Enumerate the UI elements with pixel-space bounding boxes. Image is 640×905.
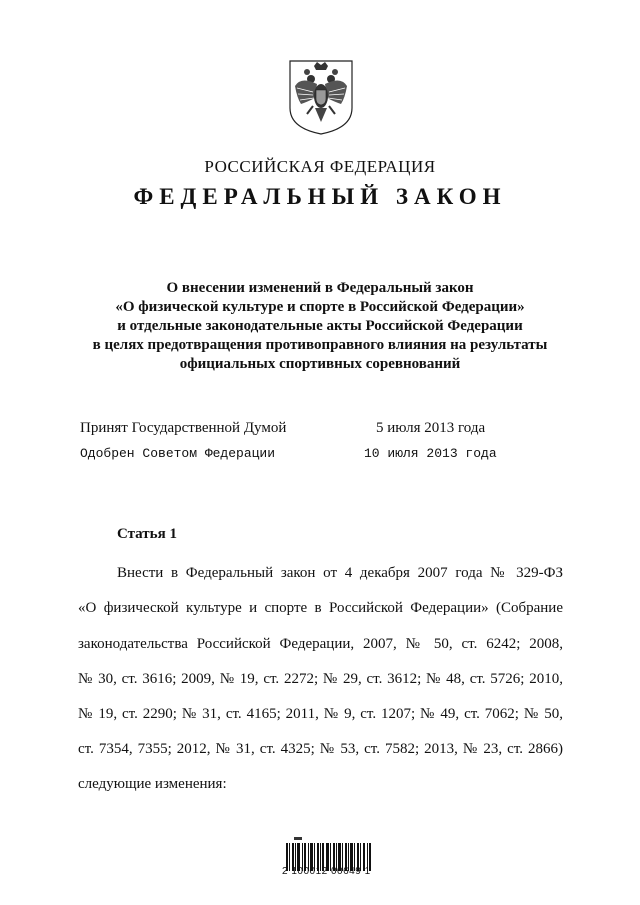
title-line: официальных спортивных соревнований bbox=[179, 356, 461, 372]
article-line: № 19, ст. 2290; № 31, ст. 4165; 2011, № 9, ст. 1207; № 49, ст. 7062; № 50, bbox=[78, 706, 563, 722]
duma-adoption-label: Принят Государственной Думой bbox=[80, 420, 287, 436]
barcode-number: 2 100012 00649 1 bbox=[282, 866, 371, 877]
coat-of-arms-emblem bbox=[287, 58, 355, 136]
article-heading: Статья 1 bbox=[117, 526, 177, 542]
article-line: «О физической культуре и спорте в Российской Федерации» (Собрание bbox=[78, 600, 563, 616]
council-approval-label: Одобрен Советом Федерации bbox=[80, 446, 276, 461]
title-line: и отдельные законодательные акты Российской Федерации bbox=[117, 318, 523, 334]
article-line: Внести в Федеральный закон от 4 декабря 2007 года № 329-ФЗ bbox=[117, 565, 563, 581]
title-line: «О физической культуре и спорте в Российской Федерации» bbox=[115, 299, 525, 315]
law-title bbox=[60, 279, 580, 374]
country-name: РОССИЙСКАЯ ФЕДЕРАЦИЯ bbox=[204, 157, 436, 176]
article-line: № 30, ст. 3616; 2009, № 19, ст. 2272; № 29, ст. 3612; № 48, ст. 5726; 2010, bbox=[78, 671, 563, 687]
article-line: ст. 7354, 7355; 2012, № 31, ст. 4325; № 53, ст. 7582; 2013, № 23, ст. 2866) bbox=[78, 741, 563, 757]
duma-adoption-date: 5 июля 2013 года bbox=[376, 420, 486, 436]
council-approval-date: 10 июля 2013 года bbox=[364, 446, 497, 461]
article-line: законодательства Российской Федерации, 2007, № 50, ст. 6242; 2008, bbox=[78, 636, 563, 652]
council-approval-row bbox=[80, 446, 560, 466]
document-type: ФЕДЕРАЛЬНЫЙ ЗАКОН bbox=[133, 184, 507, 209]
article-line: следующие изменения: bbox=[78, 776, 227, 792]
title-line: О внесении изменений в Федеральный закон bbox=[166, 280, 474, 296]
duma-adoption-row bbox=[80, 420, 560, 440]
title-line: в целях предотвращения противоправного влияния на результаты bbox=[92, 337, 548, 353]
